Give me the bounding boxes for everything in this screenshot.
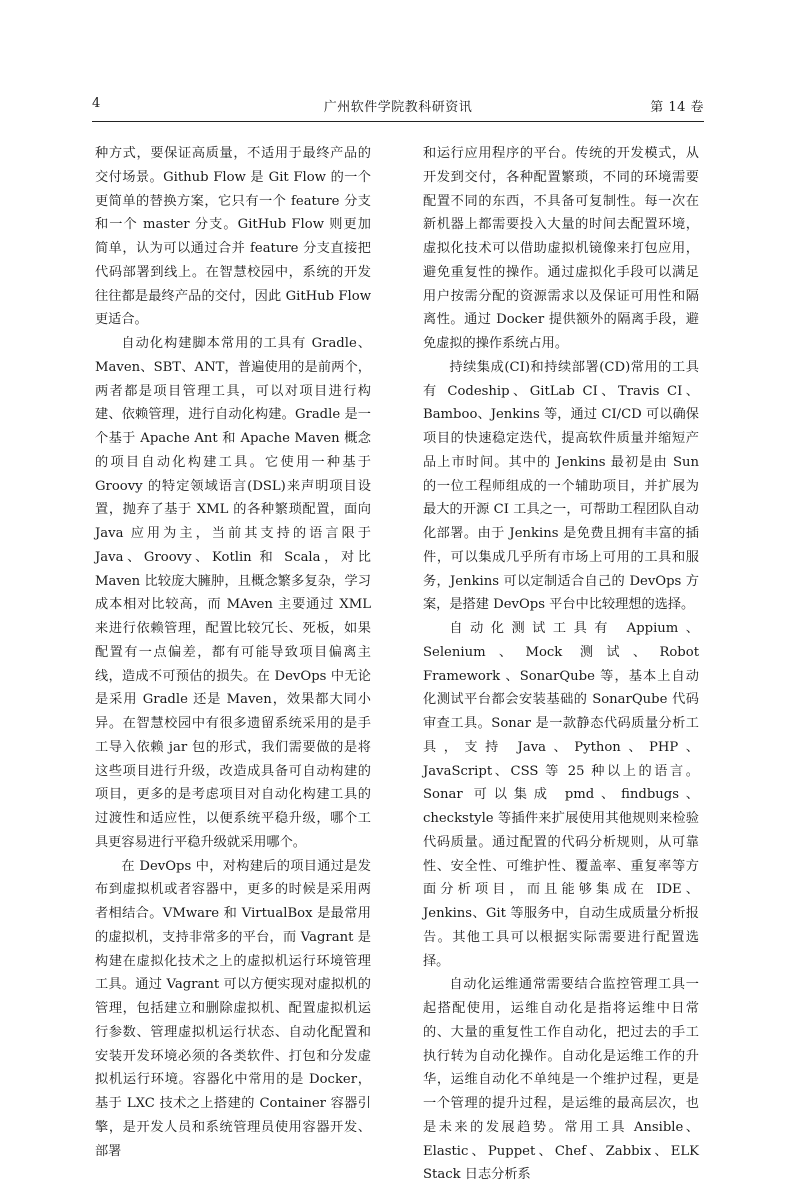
page-number: 4	[92, 96, 101, 111]
paragraph: 和运行应用程序的平台。传统的开发模式，从开发到交付，各种配置繁琐，不同的环境需要配置不同的东西，不具备可复制性。每一次在新机器上都需要投入大量的时间去配置环境，虚拟化技术可以借助虚拟机镜像来打包应用，避免重复性的操作。通过虚拟化手段可以满足用户按需分配的资源需求以及保证可用性和隔离性。通过 Docker 提供额外的隔离手段，避免虚拟的操作系统占用。	[423, 146, 699, 351]
paragraph: 自动化构建脚本常用的工具有 Gradle、Maven、SBT、ANT，普遍使用的是前两个，两者都是项目管理工具，可以对项目进行构建、依赖管理，进行自动化构建。Gradle 是一个基于 Apache Ant 和 Apache Maven 概念的项目自动化构建工具。它使用一种基于 Groovy 的特定领域语言(DSL)来声明项目设置，抛弃了基于 XML 的各种繁琐配置，面向 Java 应用为主，当前其支持的语言限于 Java、Groovy、Kotlin 和 Scala，对比 Maven 比较庞大臃肿，且概念繁多复杂，学习成本相对比较高，而 MAven 主要通过 XML 来进行依赖管理，配置比较冗长、死板，如果配置有一点偏差，都有可能导致项目偏离主线，造成不可预估的损失。在 DevOps 中无论是采用 Gradle 还是 Maven，效果都大同小异。在智慧校园中有很多遗留系统采用的是手工导入依赖 jar 包的形式，我们需要做的是将这些项目进行升级，改造成具备可自动构建的项目，更多的是考虑项目对自动化构建工具的过渡性和适应性，以便系统平稳升级，哪个工具更容易进行平稳升级就采用哪个。	[95, 336, 371, 850]
paragraph: 自动化运维通常需要结合监控管理工具一起搭配使用，运维自动化是指将运维中日常的、大量的重复性工作自动化，把过去的手工执行转为自动化操作。自动化是运维工作的升华，运维自动化不单纯是一个维护过程，更是一个管理的提升过程，是运维的最高层次，也是未来的发展趋势。常用工具 Ansible、Elastic、Puppet、Chef、Zabbix、ELK Stack 日志分析系	[423, 977, 699, 1183]
right-column	[423, 142, 699, 1187]
volume-label: 第 14 卷	[650, 100, 704, 115]
paragraph: 自动化测试工具有 Appium、Selenium、Mock 测试、Robot Framework 、SonarQube 等，基本上自动化测试平台都会安装基础的 SonarQube 代码审查工具。Sonar 是一款静态代码质量分析工具，支持 Java、Python、PHP、JavaScript、CSS 等 25 种以上的语言。Sonar 可以集成 pmd、findbugs、checkstyle 等插件来扩展使用其他规则来检验代码质量。通过配置的代码分析规则，从可靠性、安全性、可维护性、覆盖率、重复率等方面分析项目，而且能够集成在 IDE、Jenkins、Git 等服务中，自动生成质量分析报告。其他工具可以根据实际需要进行配置选择。	[423, 621, 699, 969]
paragraph: 持续集成(CI)和持续部署(CD)常用的工具有 Codeship、GitLab CI、Travis CI、Bamboo、Jenkins 等，通过 CI/CD 可以确保项目的快速稳定迭代，提高软件质量并缩短产品上市时间。其中的 Jenkins 最初是由 Sun 的一位工程师组成的一个辅助项目，并扩展为最大的开源 CI 工具之一，可帮助工程团队自动化部署。由于 Jenkins 是免费且拥有丰富的插件，可以集成几乎所有市场上可用的工具和服务，Jenkins 可以定制适合自己的 DevOps 方案，是搭建 DevOps 平台中比较理想的选择。	[423, 359, 699, 613]
paragraph: 种方式，要保证高质量，不适用于最终产品的交付场景。Github Flow 是 Git Flow 的一个更简单的替换方案，它只有一个 feature 分支和一个 master 分支。GitHub Flow 则更加简单，认为可以通过合并 feature 分支直接把代码部署到线上。在智慧校园中，系统的开发往往都是最终产品的交付，因此 GitHub Flow 更适合。	[95, 146, 371, 328]
left-column	[95, 142, 371, 1163]
header-rule	[92, 121, 704, 122]
paragraph: 在 DevOps 中，对构建后的项目通过是发布到虚拟机或者容器中，更多的时候是采用两者相结合。VMware 和 VirtualBox 是最常用的虚拟机，支持非常多的平台，而 Vagrant 是构建在虚拟化技术之上的虚拟机运行环境管理工具。通过 Vagrant 可以方便实现对虚拟机的管理，包括建立和删除虚拟机、配置虚拟机运行参数、管理虚拟机运行状态、自动化配置和安装开发环境必须的各类软件、打包和分发虚拟机运行环境。容器化中常用的是 Docker，基于 LXC 技术之上搭建的 Container 容器引擎，是开发人员和系统管理员使用容器开发、部署	[95, 858, 371, 1159]
running-header	[92, 96, 704, 116]
journal-title: 广州软件学院教科研资讯	[323, 100, 473, 115]
